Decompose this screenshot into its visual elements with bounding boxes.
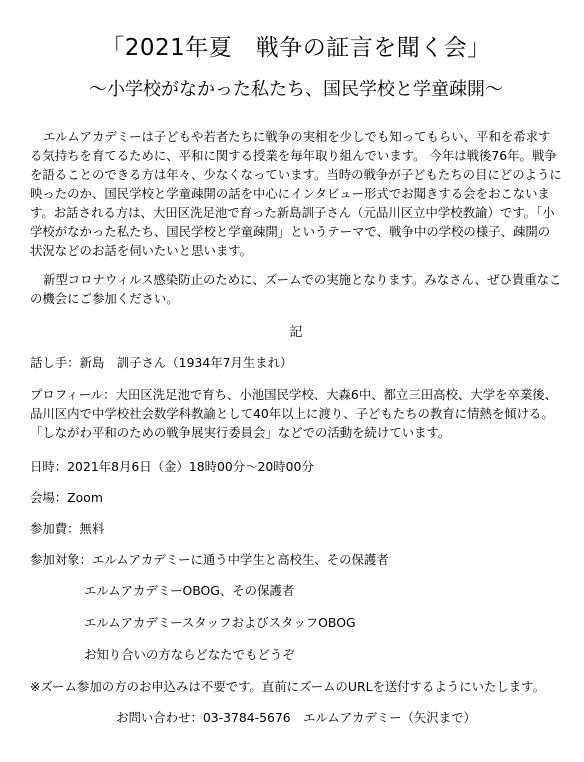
venue-line: 会場：Zoom (30, 490, 103, 505)
target-item: エルムアカデミーOBOG、その保護者 (84, 583, 295, 598)
datetime-line: 日時：2021年8月6日（金）18時00分～20時00分 (30, 459, 314, 474)
speaker-line: 話し手：新島 訓子さん（1934年7月生まれ） (30, 355, 293, 370)
note-text: ※ズーム参加の方のお申込みは不要です。直前にズームのURLを送付するようにいたします。 (30, 679, 545, 694)
page-title: 「2021年夏 戦争の証言を聞く会」 (101, 35, 491, 61)
target-line: 参加対象：エルムアカデミーに通う中学生と高校生、その保護者 (30, 552, 389, 567)
intro-paragraph-2: 新型コロナウィルス感染防止のために、ズームでの実施となります。みなさん、ぜひ貴重なこの機会にご参加ください。 (30, 272, 562, 306)
profile-text: プロフィール：大田区洗足池で育ち、小池国民学校、大森6中、都立三田高校、大学を卒業後、品川区内で中学校社会数学科教諭として40年以上に渡り、子どもたちの教育に情熱を傾ける。「しながわ平和のための戦争展実行委員会」などでの活動を続けています。 (30, 387, 558, 440)
fee-line: 参加費：無料 (30, 521, 105, 536)
intro-paragraph-1: エルムアカデミーは子どもや若者たちに戦争の実相を少しでも知ってもらい、平和を希求する気持ちを育てるために、平和に関する授業を毎年取り組んでいます。 今年は戦後76年。戦争を語ることのできる方は年々、少なくなっています。当時の戦争が子どもたちの目にどのように映ったのか、国民学校と学童疎開の話を中心にインタビュー形式でお聞きする会をおこないます。お話される方は、大田区洗足池で育った新島訓子さん（元品川区立中学校教諭）です。「小学校がなかった私たち、国民学校と学童疎開」というテーマで、戦争中の学校の様子、疎開の状況などのお話を伺いたいと思います。 (30, 129, 562, 258)
target-item: エルムアカデミースタッフおよびスタッフOBOG (84, 615, 356, 630)
target-item: お知り合いの方ならどなたでもどうぞ (84, 647, 295, 662)
contact-line: お問い合わせ：03-3784-5676 エルムアカデミー（矢沢まで） (116, 710, 476, 725)
details-heading: 記 (289, 325, 303, 340)
page-subtitle: 〜小学校がなかった私たち、国民学校と学童疎開〜 (89, 79, 503, 100)
